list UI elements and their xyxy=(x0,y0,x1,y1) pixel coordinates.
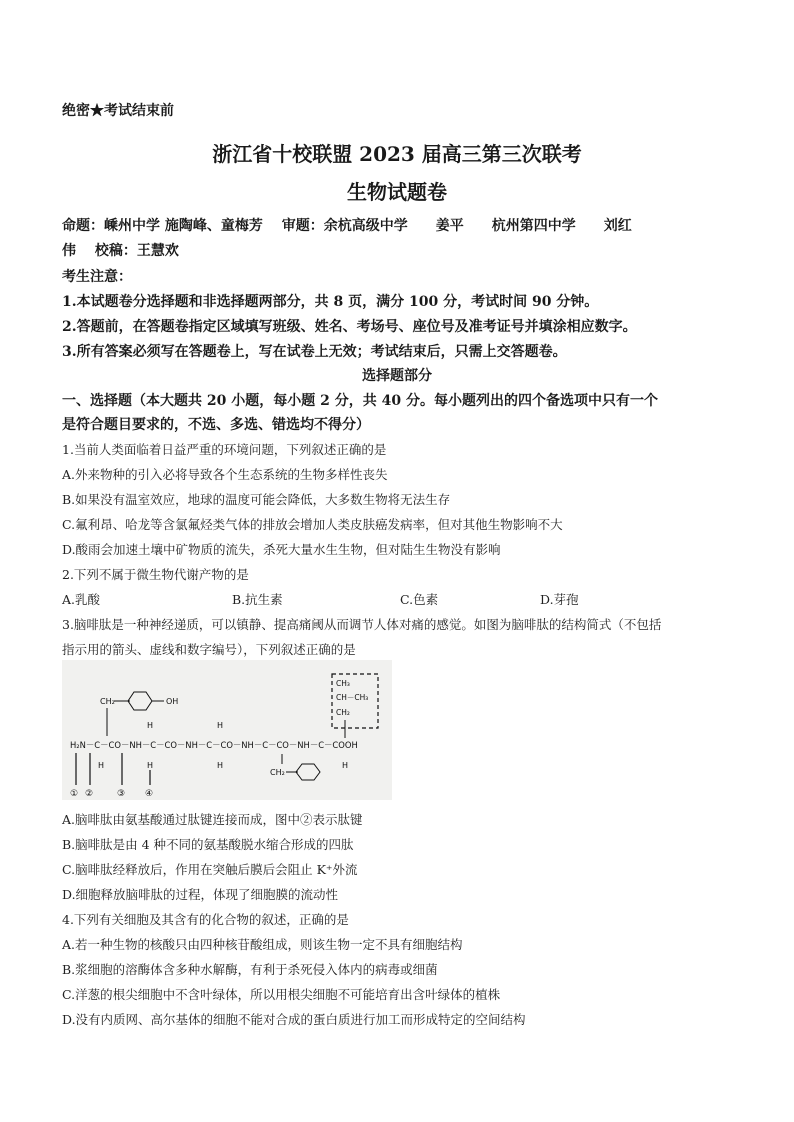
question-1-option-a: A.外来物种的引入必将导致各个生态系统的生物多样性丧失 xyxy=(62,467,388,482)
question-3-stem-line-2: 指示用的箭头、虚线和数字编号），下列叙述正确的是 xyxy=(62,642,356,657)
h-label-1: H xyxy=(98,761,105,770)
notice-item-3: 3.所有答案必须写在答题卷上，写在试卷上无效；考试结束后，只需上交答题卷。 xyxy=(62,344,567,360)
tyr-benzene-ring xyxy=(128,692,152,710)
question-1-option-c: C.氟利昂、哈龙等含氯氟烃类气体的排放会增加人类皮肤癌发病率，但对其他生物影响不大 xyxy=(62,517,563,532)
h-label-5: H xyxy=(147,721,154,730)
question-3-option-d: D.细胞释放脑啡肽的过程，体现了细胞膜的流动性 xyxy=(62,887,339,902)
question-2-option-b: B.抗生素 xyxy=(232,592,283,607)
peptide-backbone: H₂N－C－CO－NH－C－CO－NH－C－CO－NH－C－CO－NH－C－COOH xyxy=(70,740,358,750)
number-2: ② xyxy=(85,789,94,799)
number-4: ④ xyxy=(145,789,154,799)
question-4-option-d: D.没有内质网、高尔基体的细胞不能对合成的蛋白质进行加工而形成特定的空间结构 xyxy=(62,1012,526,1027)
authors-line-1: 命题：嵊州中学 施陶峰、童梅芳 审题：余杭高级中学 姜平 杭州第四中学 刘红 xyxy=(62,218,632,234)
exam-subtitle: 生物试题卷 xyxy=(347,180,447,204)
ch-ch3-label: CH－CH₃ xyxy=(336,693,369,702)
question-1-option-b: B.如果没有温室效应，地球的温度可能会降低，大多数生物将无法生存 xyxy=(62,492,451,507)
h-label-4: H xyxy=(342,761,349,770)
notice-item-2: 2.答题前，在答题卷指定区域填写班级、姓名、考场号、座位号及准考证号并填涂相应数字。 xyxy=(62,319,637,335)
ch2-label-tyr: CH₂ xyxy=(100,697,115,706)
authors-line-2: 伟 校稿：王慧欢 xyxy=(62,243,179,259)
notice-heading: 考生注意： xyxy=(62,269,132,285)
question-3-option-a: A.脑啡肽由氨基酸通过肽键连接而成，图中②表示肽键 xyxy=(62,812,363,827)
phe-benzene-ring xyxy=(296,764,320,780)
question-2-option-c: C.色素 xyxy=(400,592,439,607)
number-1: ① xyxy=(70,789,79,799)
enkephalin-structure-figure xyxy=(62,660,392,800)
question-3-option-c: C.脑啡肽经释放后，作用在突触后膜后会阻止 K⁺外流 xyxy=(62,862,358,877)
question-1-stem: 1.当前人类面临着日益严重的环境问题，下列叙述正确的是 xyxy=(62,442,387,457)
ch2-label-leu: CH₂ xyxy=(336,708,350,717)
oh-label: OH xyxy=(166,697,179,706)
question-3-option-b: B.脑啡肽是由 4 种不同的氨基酸脱水缩合形成的四肽 xyxy=(62,837,354,852)
ch2-label-phe: CH₂ xyxy=(270,768,285,777)
h-label-3: H xyxy=(217,761,224,770)
question-2-option-a: A.乳酸 xyxy=(62,592,101,607)
exam-title: 浙江省十校联盟 2023 届高三第三次联考 xyxy=(212,142,582,166)
question-4-option-c: C.洋葱的根尖细胞中不含叶绿体，所以用根尖细胞不可能培育出含叶绿体的植株 xyxy=(62,987,501,1002)
notice-item-1: 1.本试题卷分选择题和非选择题两部分，共 8 页，满分 100 分，考试时间 90 分钟。 xyxy=(62,294,599,310)
h-label-6: H xyxy=(217,721,224,730)
number-3: ③ xyxy=(117,789,126,799)
question-4-option-b: B.浆细胞的溶酶体含多种水解酶，有利于杀死侵入体内的病毒或细菌 xyxy=(62,962,438,977)
question-1-option-d: D.酸雨会加速土壤中矿物质的流失，杀死大量水生生物，但对陆生生物没有影响 xyxy=(62,542,501,557)
question-4-stem: 4.下列有关细胞及其含有的化合物的叙述，正确的是 xyxy=(62,912,349,927)
part-title: 选择题部分 xyxy=(362,368,432,384)
section-instructions-line-1: 一、选择题（本大题共 20 小题，每小题 2 分，共 40 分。每小题列出的四个备选项中只有一个 xyxy=(62,393,658,409)
h-label-2: H xyxy=(147,761,154,770)
question-2-option-d: D.芽孢 xyxy=(540,592,579,607)
ch3-label-1: CH₃ xyxy=(336,679,350,688)
question-3-stem-line-1: 3.脑啡肽是一种神经递质，可以镇静、提高痛阈从而调节人体对痛的感觉。如图为脑啡肽的结构简式（不包括 xyxy=(62,617,662,632)
question-4-option-a: A.若一种生物的核酸只由四种核苷酸组成，则该生物一定不具有细胞结构 xyxy=(62,937,463,952)
confidential-label: 绝密★考试结束前 xyxy=(62,103,174,119)
question-2-stem: 2.下列不属于微生物代谢产物的是 xyxy=(62,567,249,582)
section-instructions-line-2: 是符合题目要求的，不选、多选、错选均不得分） xyxy=(62,417,370,433)
